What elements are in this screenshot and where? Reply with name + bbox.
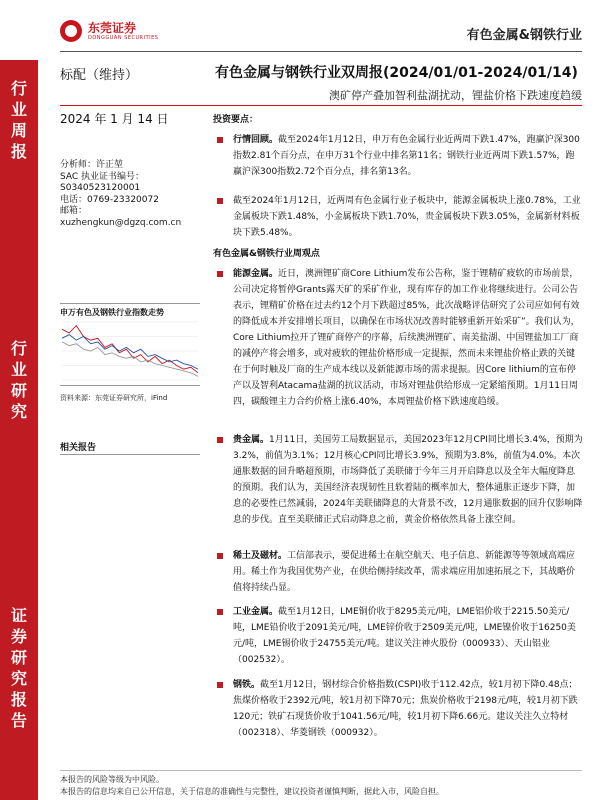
bullet-icon: [217, 609, 223, 615]
paragraph-rare-earth: 稀土及磁材。工信部表示，要促进稀土在航空航天、电子信息、新能源等等领域高端应用。稀土作为我国优势产业，在供给侧持续改革，需求端应用加速拓展之下，其战略价值将持续凸显。: [213, 548, 583, 596]
report-date: 2024 年 1 月 14 日: [60, 112, 169, 126]
report-subtitle: 澳矿停产叠加智利盐湖扰动，锂盐价格下跌速度趋缓: [329, 89, 582, 102]
chart-source: 资料来源：东莞证券研究所，iFind: [60, 394, 168, 402]
email-label: 邮箱：: [60, 206, 88, 216]
report-title: 有色金属与钢铁行业双周报(2024/01/01-2024/01/14): [215, 65, 578, 81]
sac-number: S0340523120001: [60, 183, 141, 193]
bullet-icon: [217, 553, 223, 559]
logo-name-en: DONGGUAN SECURITIES: [88, 34, 159, 41]
title-divider: [60, 105, 582, 106]
bullet-icon: [217, 137, 223, 143]
bullet-icon: [217, 271, 223, 277]
analyst-info: [60, 160, 200, 229]
chart-bottom-divider: [60, 385, 200, 386]
risk-level-note: 本报告的风险等级为中风险。: [60, 775, 164, 784]
bullet-icon: [217, 682, 223, 688]
sac-label: SAC 执业证书编号：: [60, 171, 145, 182]
paragraph-subsectors: 截至2024年1月12日，近两周有色金属行业子板块中，能源金属板块上涨0.78%，工业金属板块下跌1.48%，小金属板块下跌1.70%，贵金属板块下跌3.05%，金属新材料板块下跌5.48%。: [213, 193, 583, 241]
weekly-views-heading: 有色金属&钢铁行业周观点: [213, 249, 320, 259]
company-logo: [60, 20, 158, 42]
side-label-research: 行 业 研 究: [10, 339, 27, 421]
header-divider: [60, 51, 582, 52]
paragraph-steel: 钢铁。截至1月12日，钢材综合价格指数(CSPI)收于112.42点，较1月初下降0.48点；焦煤价格收于2392元/吨，较1月初下降70元；焦炭价格收于2198元/吨，较1月初下跌120元；铁矿石现货价收于1041.56元/吨，较1月初下降6.66元。建议关注久立特材（002318）、华菱钢铁（000932）。: [213, 677, 583, 741]
analyst-phone: 电话：0769-23320072: [60, 194, 159, 205]
side-label-report: 证 券 研 究 报 告: [10, 606, 27, 730]
bullet-icon: [217, 198, 223, 204]
paragraph-market-review: 行情回顾。截至2024年1月12日，申万有色金属行业近两周下跌1.47%，跑赢沪深300指数2.81个百分点，在申万31个行业中排名第11名；钢铁行业近两周下跌1.57%，跑赢沪深300指数2.72个百分点，排名第13名。: [213, 132, 583, 180]
paragraph-energy-metals: 能源金属。近日，澳洲锂矿商Core Lithium发布公告称，鉴于锂精矿疲软的市场前景，公司决定将暂停Grants露天矿的采矿作业，现有库存的加工作业将继续进行。公司公告表示，锂精矿价格在过去约12个月下跌超过85%，此次战略评估研究了公司应如何有效的降低成本并安排增长项目，以确保在市场状况改善时能够重新开始采矿”。我们认为，Core Lithium拉开了锂矿商停产的序幕，后续澳洲锂矿、南美盐湖、中国锂盐加工厂商的减停产将会增多，或对疲软的锂盐价格形成一定提振，然而未来锂盐价格止跌的关键在于何时触及厂商的生产成本线以及新能源市场的需求提振。因Core lithium的宣布停产以及智利Atacama盐湖的抗议活动，市场对锂盐供给形成一定紧缩预期。1月11日周四，碳酸锂主力合约价格上涨6.40%，本周锂盐价格下跌速度趋缓。: [213, 266, 583, 410]
industry-header: 有色金属&钢铁行业: [466, 28, 582, 43]
bullet-icon: [217, 437, 223, 443]
analyst-name: 分析师：许正堃: [60, 160, 124, 170]
chart-top-divider: [60, 303, 200, 304]
footer-divider: [60, 770, 582, 771]
investment-points-heading: 投资要点：: [213, 115, 259, 125]
paragraph-precious-metals: 贵金属。1月11日，美国劳工局数据显示，美国2023年12月CPI同比增长3.4%，预期为3.2%，前值为3.1%；12月核心CPI同比增长3.9%，预期为3.8%，前值为4.0%。本次通胀数据的回升略超预期，市场降低了美联储于今年三月开启降息以及全年大幅度降息的预期。我们认为，美国经济表现韧性且软着陆的概率加大，整体通胀正逐步下降，加息的必要性已然减弱，2024年美联储降息的大背景不改，12月通胀数据的回升仅影响降息的步伐。直至美联储正式启动降息之前，黄金价格依然具备上涨空间。: [213, 432, 583, 528]
logo-name-cn: 东莞证券: [88, 20, 137, 35]
side-label-weekly: 行 业 周 报: [10, 79, 27, 161]
paragraph-industrial-metals: 工业金属。截至1月12日，LME铜价收于8295美元/吨，LME铝价收于2215.50美元/吨，LME铅价收于2091美元/吨，LME锌价收于2509美元/吨，LME镍价收于16250美元/吨，LME锡价收于24755美元/吨。建议关注神火股份（000933）、天山铝业（002532）。: [213, 604, 583, 668]
source-note: 本报告的信息均来自已公开信息，关于信息的准确性与完整性，建议投资者谨慎判断，据此入市，风险自担。: [60, 787, 444, 796]
side-banner: [0, 60, 38, 800]
series-line-2: [62, 342, 198, 377]
series-line-1: [62, 335, 198, 369]
index-trend-chart: [60, 318, 200, 384]
logo-icon: [60, 20, 82, 42]
chart-title: 申万有色及钢铁行业指数走势: [60, 308, 164, 317]
related-reports-heading: 相关报告: [60, 443, 97, 453]
related-divider: [60, 454, 200, 455]
analyst-email[interactable]: xuzhengkun@dgzq.com.cn: [60, 217, 182, 228]
disclaimer: [60, 774, 444, 798]
rating: 标配（维持）: [60, 68, 139, 83]
